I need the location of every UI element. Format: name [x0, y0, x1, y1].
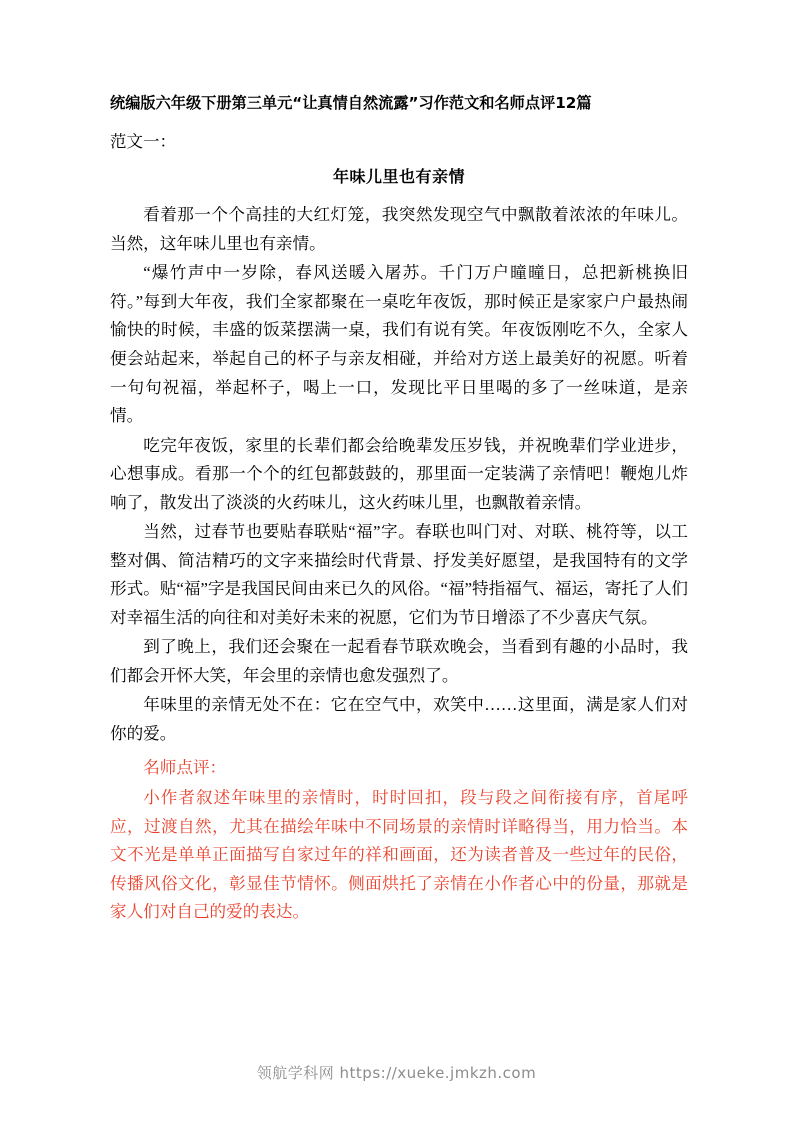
- essay-title: 年味儿里也有亲情: [332, 167, 465, 187]
- teacher-comment-label: 名师点评：: [143, 758, 227, 778]
- section-label: 范文一：: [110, 131, 176, 151]
- document-body: [110, 92, 688, 927]
- paragraph: “爆竹声中一岁除，春风送暖入屠苏。千门万户曈曈日，总把新桃换旧符。”每到大年夜，我们全家都聚在一桌吃年夜饭，那时候正是家家户户最热闹愉快的时候，丰盛的饭菜摆满一桌，我们有说有笑。年夜饭刚吃不久，全家人便会站起来，举起自己的杯子与亲友相碰，并给对方送上最美好的祝愿。听着一句句祝福，举起杯子，喝上一口，发现比平日里喝的多了一丝味道，是亲情。: [110, 263, 688, 426]
- watermark-footer: 领航学科网 https://xueke.jmkzh.com: [256, 1064, 537, 1082]
- paragraph: 到了晚上，我们还会聚在一起看春节联欢晚会，当看到有趣的小品时，我们都会开怀大笑，年会里的亲情也愈发强烈了。: [110, 637, 688, 685]
- page-title: 统编版六年级下册第三单元“让真情自然流露”习作范文和名师点评12篇: [110, 94, 592, 112]
- paragraph: 年味里的亲情无处不在：它在空气中，欢笑中……这里面，满是家人们对你的爱。: [110, 695, 688, 743]
- teacher-comment-text: 小作者叙述年味里的亲情时，时时回扣，段与段之间衔接有序，首尾呼应，过渡自然，尤其在描绘年味中不同场景的亲情时详略得当，用力恰当。本文不光是单单正面描写自家过年的祥和画面，还为读者普及一些过年的民俗，传播风俗文化，彰显佳节情怀。侧面烘托了亲情在小作者心中的份量，那就是家人们对自己的爱的表达。: [110, 787, 688, 922]
- paragraph: 当然，过春节也要贴春联贴“福”字。春联也叫门对、对联、桃符等，以工整对偶、简洁精巧的文字来描绘时代背景、抒发美好愿望，是我国特有的文学形式。贴“福”字是我国民间由来已久的风俗。“福”特指福气、福运，寄托了人们对幸福生活的向往和对美好未来的祝愿，它们为节日增添了不少喜庆气氛。: [110, 522, 688, 627]
- paragraph: 吃完年夜饭，家里的长辈们都会给晚辈发压岁钱，并祝晚辈们学业进步，心想事成。看那一个个的红包都鼓鼓的，那里面一定装满了亲情吧！鞭炮儿炸响了，散发出了淡淡的火药味儿，这火药味儿里，也飘散着亲情。: [110, 435, 688, 512]
- paragraph: 看着那一个个高挂的大红灯笼，我突然发现空气中飘散着浓浓的年味儿。当然，这年味儿里也有亲情。: [110, 205, 688, 253]
